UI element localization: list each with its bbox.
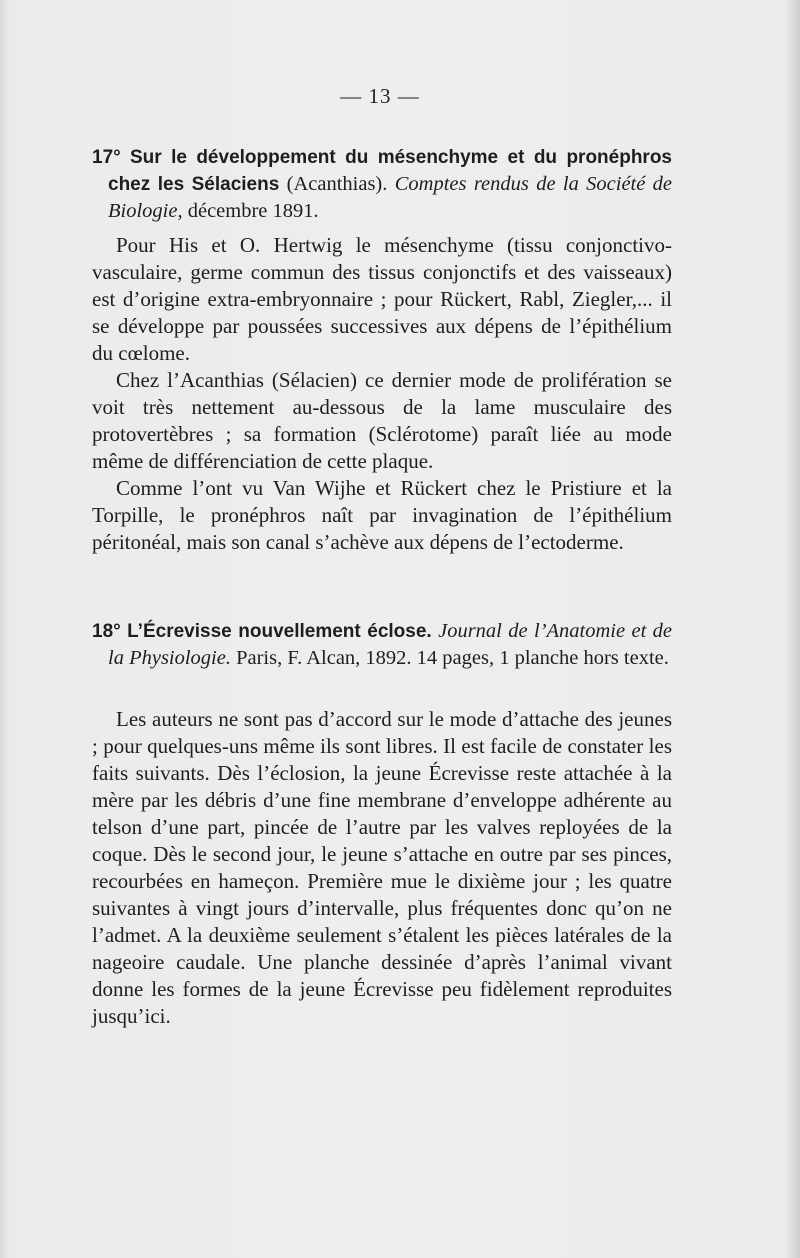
paragraph: Comme l’ont vu Van Wijhe et Rückert chez le Pristiure et la Torpille, le pronéphros naît par invagination de l’épithélium péritonéal, mais son canal s’achève aux dépens de l’ectoderme. <box>92 476 672 554</box>
entry-17-body <box>92 232 672 556</box>
entry-date: décembre 1891. <box>187 200 319 222</box>
page-number: — 13 — <box>340 84 420 108</box>
entry-heading <box>92 144 672 224</box>
paragraph: Pour His et O. Hertwig le mésenchyme (tissu conjonctivo-vasculaire, germe commun des tissus conjonctifs et des vaisseaux) est d’origine extra-embryonnaire ; pour Rückert, Rabl, Ziegler,... il se développe par poussées successives aux dépens de l’épithélium du cœlome. <box>92 233 672 365</box>
entry-title: Sur le développement du mésenchyme et du pronéphros chez les Sélaciens <box>108 147 672 195</box>
entry-title: L’Écrevisse nouvellement éclose. <box>127 621 432 642</box>
entry-source: Comptes rendus de la Société de Biologie, <box>108 173 673 222</box>
entry-number: 18° <box>92 621 121 642</box>
show-through-ghost-text <box>230 1088 590 1098</box>
entry-17-heading <box>92 144 672 224</box>
entry-number: 17° <box>92 147 121 168</box>
entry-subject: (Acanthias). <box>286 173 388 195</box>
entry-source: Journal de l’Anatomie et de la Physiologie. <box>108 620 673 669</box>
entry-date: Paris, F. Alcan, 1892. 14 pages, 1 planche hors texte. <box>236 647 669 669</box>
entry-18-body <box>92 706 672 1030</box>
entry-18-heading <box>92 618 672 671</box>
paragraph: Les auteurs ne sont pas d’accord sur le mode d’attache des jeunes ; pour quelques-uns même ils sont libres. Il est facile de constater les faits suivants. Dès l’éclosion, la jeune Écrevisse reste attachée à la mère par les débris d’une fine membrane d’enveloppe adhérente au telson d’une part, pincée de l’autre par les valves reployées de la coque. Dès le second jour, le jeune s’attache en outre par ses pinces, recourbées en hameçon. Première mue le dixième jour ; les quatre suivantes à vingt jours d’intervalle, plus fréquentes donc qu’on ne l’admet. A la deuxième seulement s’étalent les pièces latérales de la nageoire caudale. Une planche dessinée d’après l’animal vivant donne les formes de la jeune Écrevisse peu fidèlement reproduites jusqu’ici. <box>92 707 672 1028</box>
paragraph: Chez l’Acanthias (Sélacien) ce dernier mode de prolifération se voit très nettement au-dessous de la lame musculaire des protovertèbres ; sa formation (Sclérotome) paraît liée au mode même de différenciation de cette plaque. <box>92 368 672 473</box>
entry-heading <box>92 618 672 671</box>
